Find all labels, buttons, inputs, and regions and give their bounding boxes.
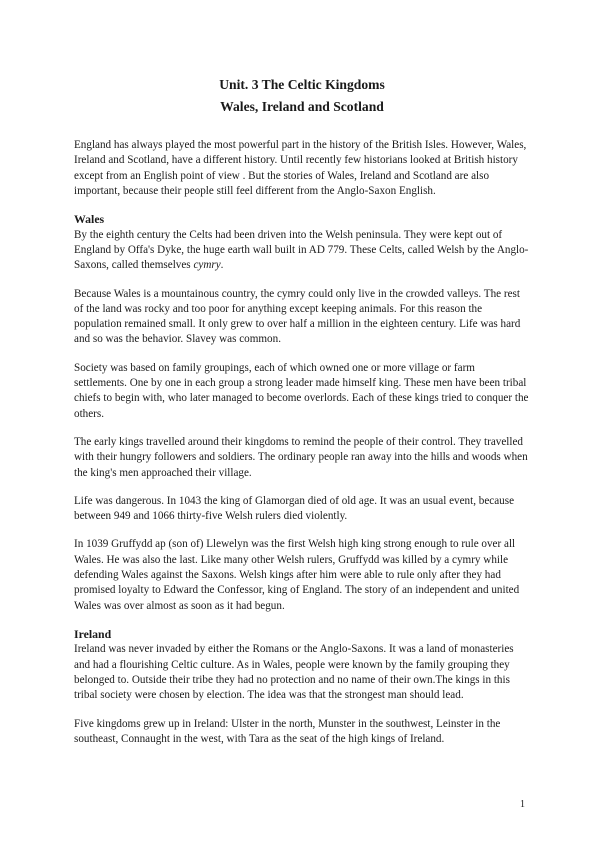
wales-paragraph-1 <box>74 228 530 274</box>
ireland-paragraph-2: Five kingdoms grew up in Ireland: Ulster in the north, Munster in the southwest, Leinster in the southeast, Connaught in the west, with Tara as the seat of the high kings of Ireland. <box>74 717 501 745</box>
ireland-heading: Ireland <box>74 626 112 641</box>
document-page <box>74 74 530 760</box>
wales-paragraph-4: The early kings travelled around their kingdoms to remind the people of their control. They travelled with their hungry followers and soldiers. The ordinary people ran away into the hills and woods when the king's men approached their village. <box>74 435 528 479</box>
wales-p1-end: . <box>220 259 224 272</box>
ireland-section <box>74 627 530 747</box>
wales-paragraph-2: Because Wales is a mountainous country, the cymry could only live in the crowded valleys. The rest of the land was rocky and too poor for anything except keeping animals. For this reason the population remained small. It only grew to over half a million in the eighteen century. Life was hard and so was the behavior. Slavey was common. <box>74 287 521 346</box>
wales-paragraph-3: Society was based on family groupings, each of which owned one or more village or farm settlements. One by one in each group a strong leader made himself king. These men have been tribal chiefs to begin with, who later managed to become overlords. Each of these kings tried to conquer the others. <box>74 361 529 420</box>
wales-section <box>74 212 530 614</box>
wales-paragraph-5: Life was dangerous. In 1043 the king of Glamorgan died of old age. It was an usual event, because between 949 and 1066 thirty-five Welsh rulers died violently. <box>74 494 515 523</box>
wales-p1-text: By the eighth century the Celts had been driven into the Welsh peninsula. They were kept out of England by Offa's Dyke, the huge earth wall built in AD 779. These Celts, called Welsh by the Anglo-Saxons, called themselves <box>74 228 529 272</box>
intro-paragraph: England has always played the most powerful part in the history of the British Isles. However, Wales, Ireland and Scotland, have a different history. Until recently few historians looked at British history except from an English point of view . But the stories of Wales, Ireland and Scotland are also important, because their people still feel different from the Anglo-Saxon English. <box>74 139 527 197</box>
page-number: 1 <box>520 799 525 810</box>
ireland-paragraph-1: Ireland was never invaded by either the Romans or the Anglo-Saxons. It was a land of monasteries and had a flourishing Celtic culture. As in Wales, people were known by the family grouping they belonged to. Outside their tribe they had no protection and no name of their own.The kings in this tribal society were chosen by election. The idea was that the strongest man should lead. <box>74 643 514 702</box>
wales-heading: Wales <box>74 212 105 227</box>
cymry-term: cymry <box>193 259 221 272</box>
wales-paragraph-6: In 1039 Gruffydd ap (son of) Llewelyn was the first Welsh high king strong enough to rule over all Wales. He was also the last. Like many other Welsh rulers, Gruffydd was killed by a cymry while defending Wales against the Saxons. Welsh kings after him were able to rule only after they had promised loyalty to Edward the Confessor, king of England. The story of an independent and united Wales was over almost as soon as it had begun. <box>74 538 520 612</box>
unit-subtitle: Wales, Ireland and Scotland <box>220 99 384 114</box>
unit-title: Unit. 3 The Celtic Kingdoms <box>219 77 385 92</box>
